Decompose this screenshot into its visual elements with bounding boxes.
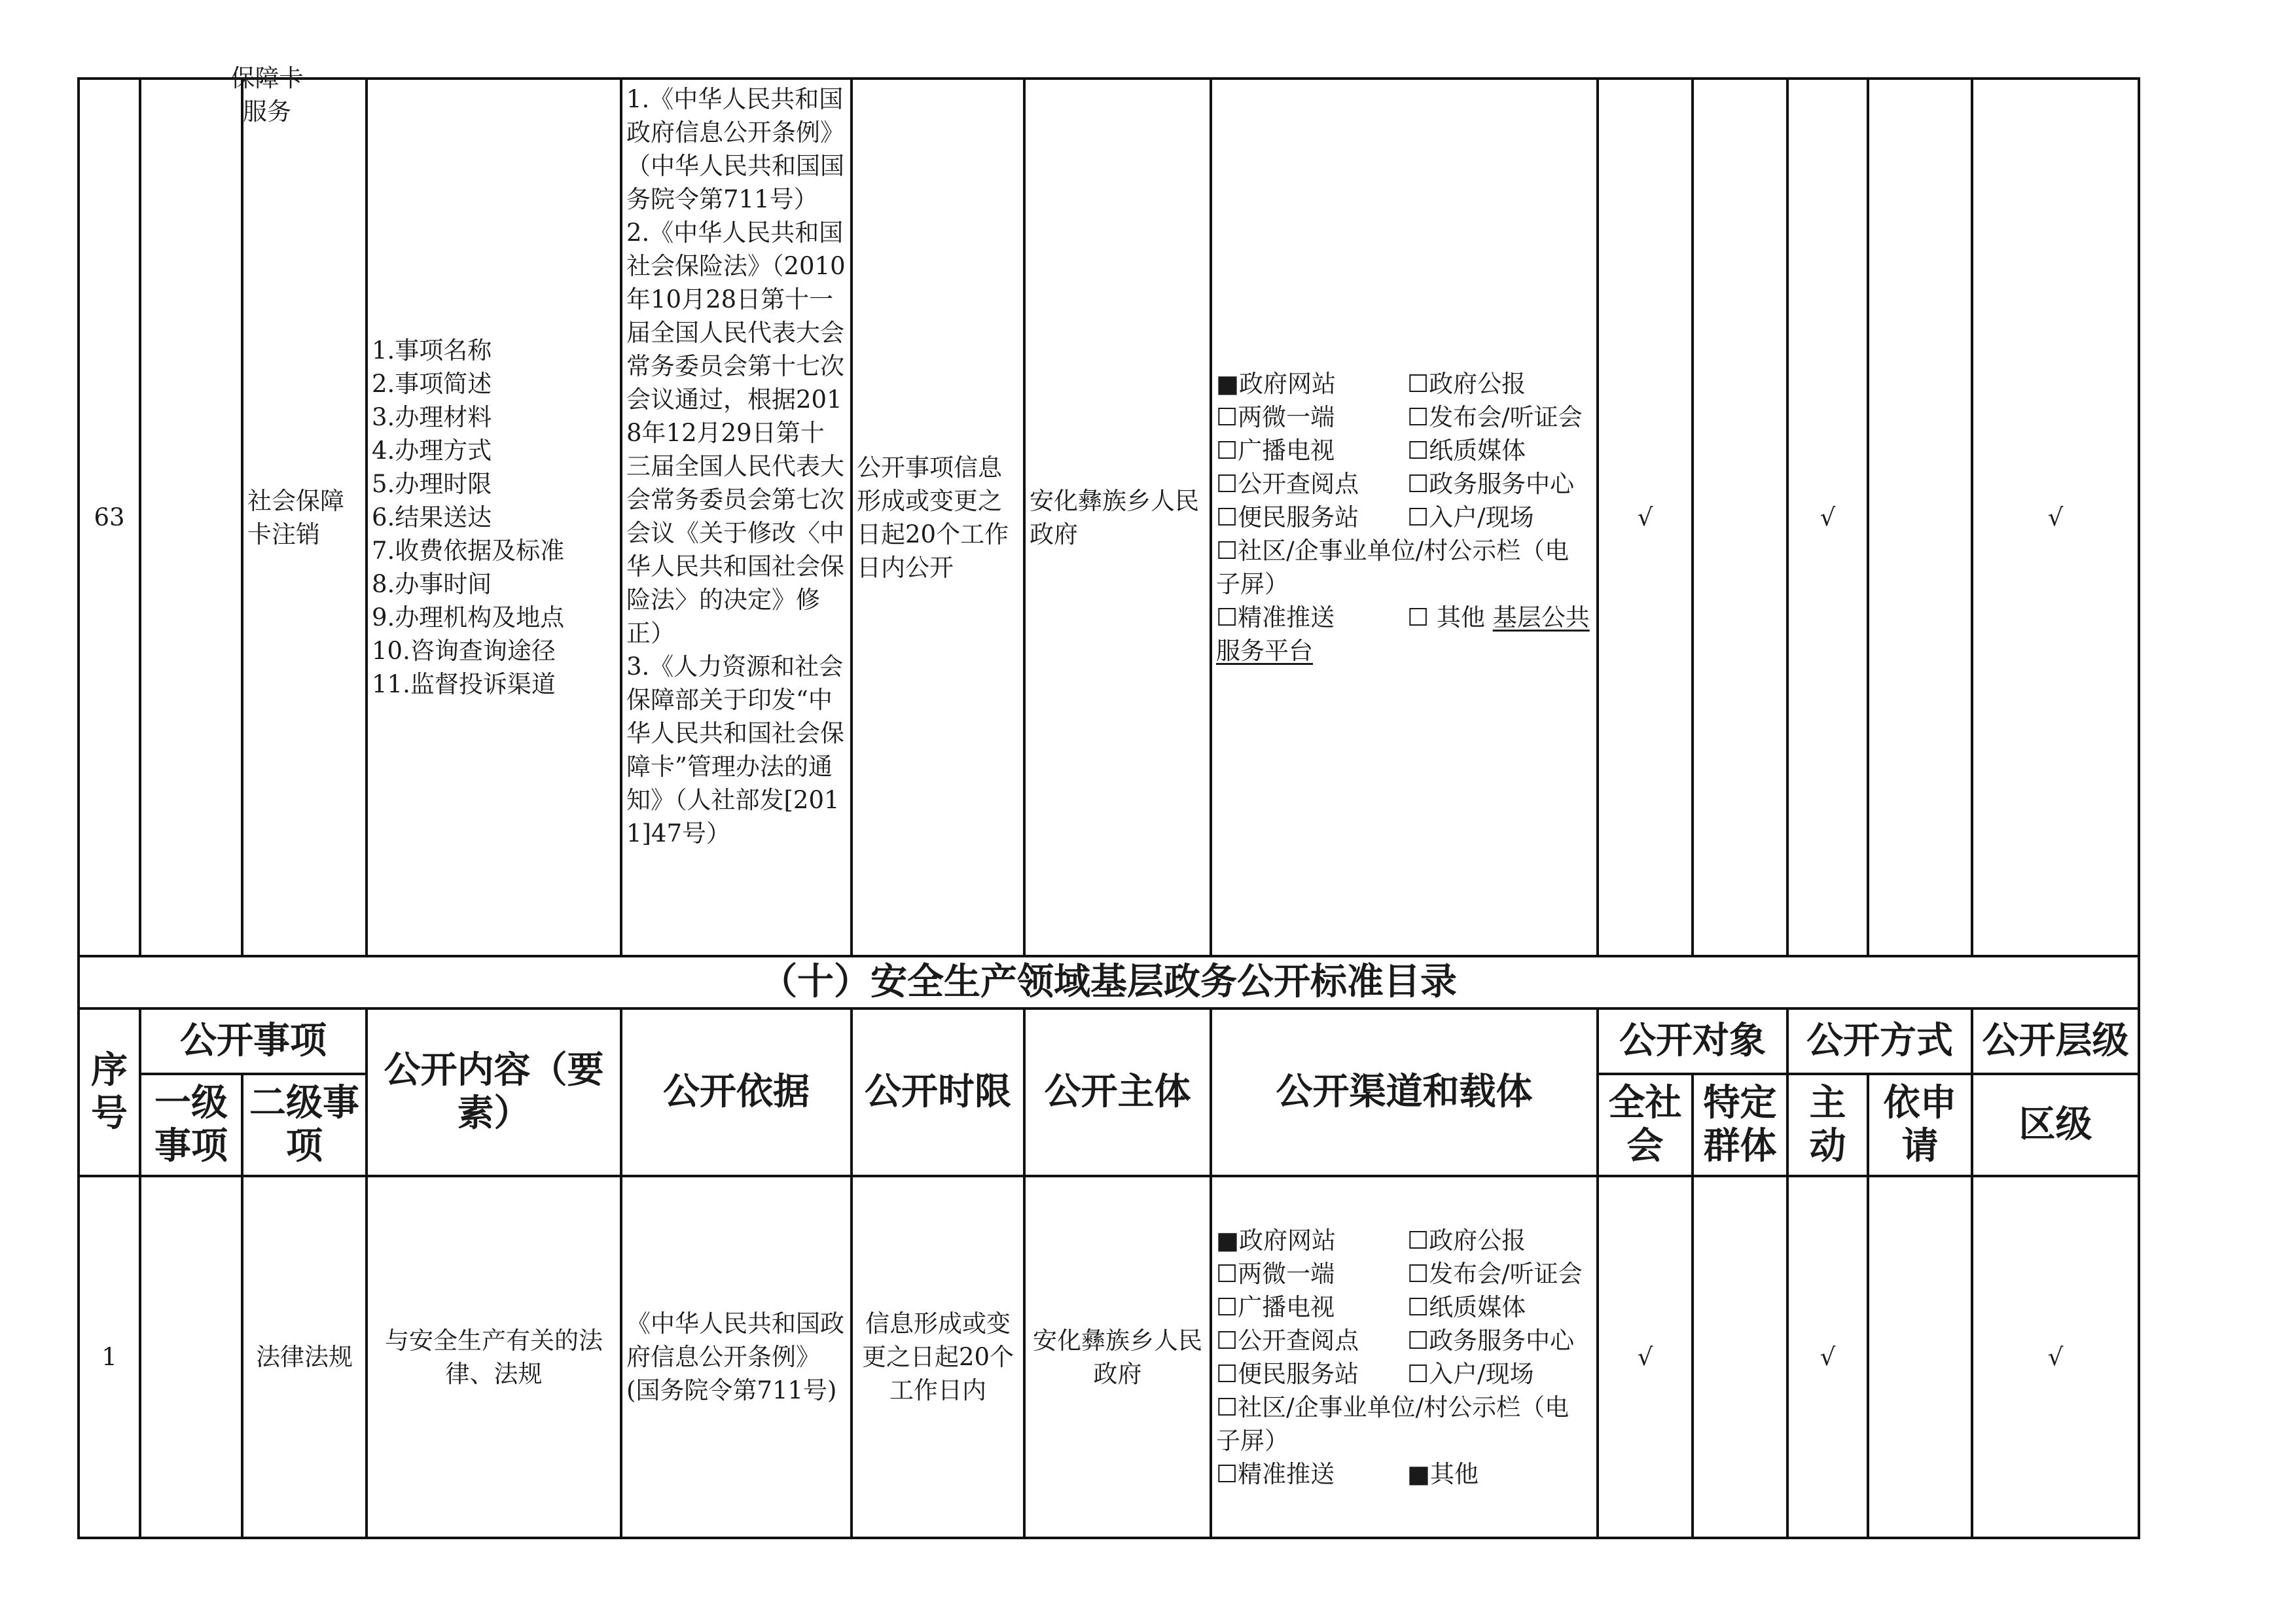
on-request-check	[1868, 1176, 1972, 1538]
header-method: 公开方式	[1787, 1008, 1972, 1074]
content-item: 7.收费依据及标准	[372, 537, 565, 565]
on-request-check	[1868, 79, 1972, 956]
header-on-request: 依申请	[1868, 1074, 1972, 1176]
level2-cell: 社会保障卡注销	[242, 79, 367, 956]
content-item: 8.办事时间	[372, 570, 492, 598]
content-item: 11.监督投诉渠道	[372, 670, 556, 698]
header-target: 公开对象	[1598, 1008, 1787, 1074]
header-matters: 公开事项	[140, 1008, 367, 1074]
channels-cell	[1211, 79, 1598, 956]
district-check: √	[1972, 1176, 2139, 1538]
header-channels: 公开渠道和载体	[1211, 1008, 1598, 1176]
channel-row: ■政府网站 ☐政府公报	[1216, 1226, 1526, 1255]
header-no: 序号	[79, 1008, 140, 1176]
channel-row: ☐精准推送 ■其他	[1216, 1459, 1479, 1488]
header-row	[79, 1008, 2139, 1074]
row-number: 1	[79, 1176, 140, 1538]
header-specific-group: 特定群体	[1693, 1074, 1787, 1176]
level2-cell: 法律法规	[242, 1176, 367, 1538]
header-all-society: 全社会	[1598, 1074, 1693, 1176]
header-district: 区级	[1972, 1074, 2139, 1176]
other-channel-value: 基层公共服务平台	[1216, 603, 1590, 665]
level1-overflow-label: 保障卡 服务	[230, 64, 304, 126]
channel-row: ☐两微一端 ☐发布会/听证会	[1216, 1259, 1583, 1288]
channels-cell	[1211, 1176, 1598, 1538]
district-check: √	[1972, 79, 2139, 956]
channel-row: ■政府网站 ☐政府公报	[1216, 370, 1526, 398]
all-society-check: √	[1598, 1176, 1693, 1538]
section-title-row	[79, 956, 2139, 1008]
time-limit-cell: 公开事项信息形成或变更之日起20个工作日内公开	[852, 79, 1024, 956]
content-item: 10.咨询查询途径	[372, 637, 556, 665]
subject-cell: 安化彝族乡人民政府	[1024, 79, 1211, 956]
document-page	[77, 64, 2138, 1547]
channel-row: ☐社区/企事业单位/村公示栏（电子屏）	[1216, 1393, 1570, 1455]
content-item: 6.结果送达	[372, 503, 492, 531]
all-society-check: √	[1598, 79, 1693, 956]
channel-row: ☐便民服务站 ☐入户/现场	[1216, 1359, 1534, 1388]
content-cell	[367, 79, 621, 956]
header-subject: 公开主体	[1024, 1008, 1211, 1176]
channel-row: ☐便民服务站 ☐入户/现场	[1216, 503, 1534, 531]
header-level: 公开层级	[1972, 1008, 2139, 1074]
level1-cell	[140, 1176, 242, 1538]
header-content: 公开内容（要素）	[367, 1008, 621, 1176]
level1-cell	[140, 79, 242, 956]
basis-cell: 1.《中华人民共和国政府信息公开条例》（中华人民共和国国务院令第711号） 2.《中华人民共和国社会保险法》（2010年10月28日第十一届全国人民代表大会常务委员会第十七次会议通过，根据2018年12月29日第十三届全国人民代表大会常务委员会第七次会议《关于修改〈中华人民共和国社会保险法〉的决定》修正） 3.《人力资源和社会保障部关于印发“中华人民共和国社会保障卡”管理办法的通知》（人社部发[2011]47号）	[621, 79, 852, 956]
header-level2: 二级事项	[242, 1074, 367, 1176]
content-item: 9.办理机构及地点	[372, 603, 565, 632]
table-row	[79, 1176, 2139, 1538]
channel-row: ☐公开查阅点 ☐政务服务中心	[1216, 1326, 1575, 1355]
table-row	[79, 79, 2139, 956]
subject-cell: 安化彝族乡人民政府	[1024, 1176, 1211, 1538]
specific-group-check	[1693, 79, 1787, 956]
content-item: 1.事项名称	[372, 336, 492, 365]
row-number: 63	[79, 79, 140, 956]
content-item: 3.办理材料	[372, 403, 492, 431]
header-basis: 公开依据	[621, 1008, 852, 1176]
content-item: 5.办理时限	[372, 470, 492, 498]
content-item: 4.办理方式	[372, 437, 492, 465]
basis-cell: 《中华人民共和国政府信息公开条例》(国务院令第711号)	[621, 1176, 852, 1538]
content-cell: 与安全生产有关的法律、法规	[367, 1176, 621, 1538]
channel-row: ☐两微一端 ☐发布会/听证会	[1216, 403, 1583, 431]
active-check: √	[1787, 1176, 1868, 1538]
header-active: 主动	[1787, 1074, 1868, 1176]
channel-row: ☐广播电视 ☐纸质媒体	[1216, 437, 1526, 465]
time-limit-cell: 信息形成或变更之日起20个工作日内	[852, 1176, 1024, 1538]
section-title: （十）安全生产领域基层政务公开标准目录	[79, 956, 2139, 1008]
header-level1: 一级事项	[140, 1074, 242, 1176]
specific-group-check	[1693, 1176, 1787, 1538]
disclosure-table	[77, 77, 2140, 1539]
channel-row: ☐社区/企事业单位/村公示栏（电子屏）	[1216, 537, 1570, 598]
header-time-limit: 公开时限	[852, 1008, 1024, 1176]
channel-row: ☐公开查阅点 ☐政务服务中心	[1216, 470, 1575, 498]
content-item: 2.事项简述	[372, 370, 492, 398]
active-check: √	[1787, 79, 1868, 956]
channel-row: ☐广播电视 ☐纸质媒体	[1216, 1293, 1526, 1321]
channel-row: ☐精准推送 ☐ 其他 基层公共服务平台	[1216, 603, 1590, 665]
